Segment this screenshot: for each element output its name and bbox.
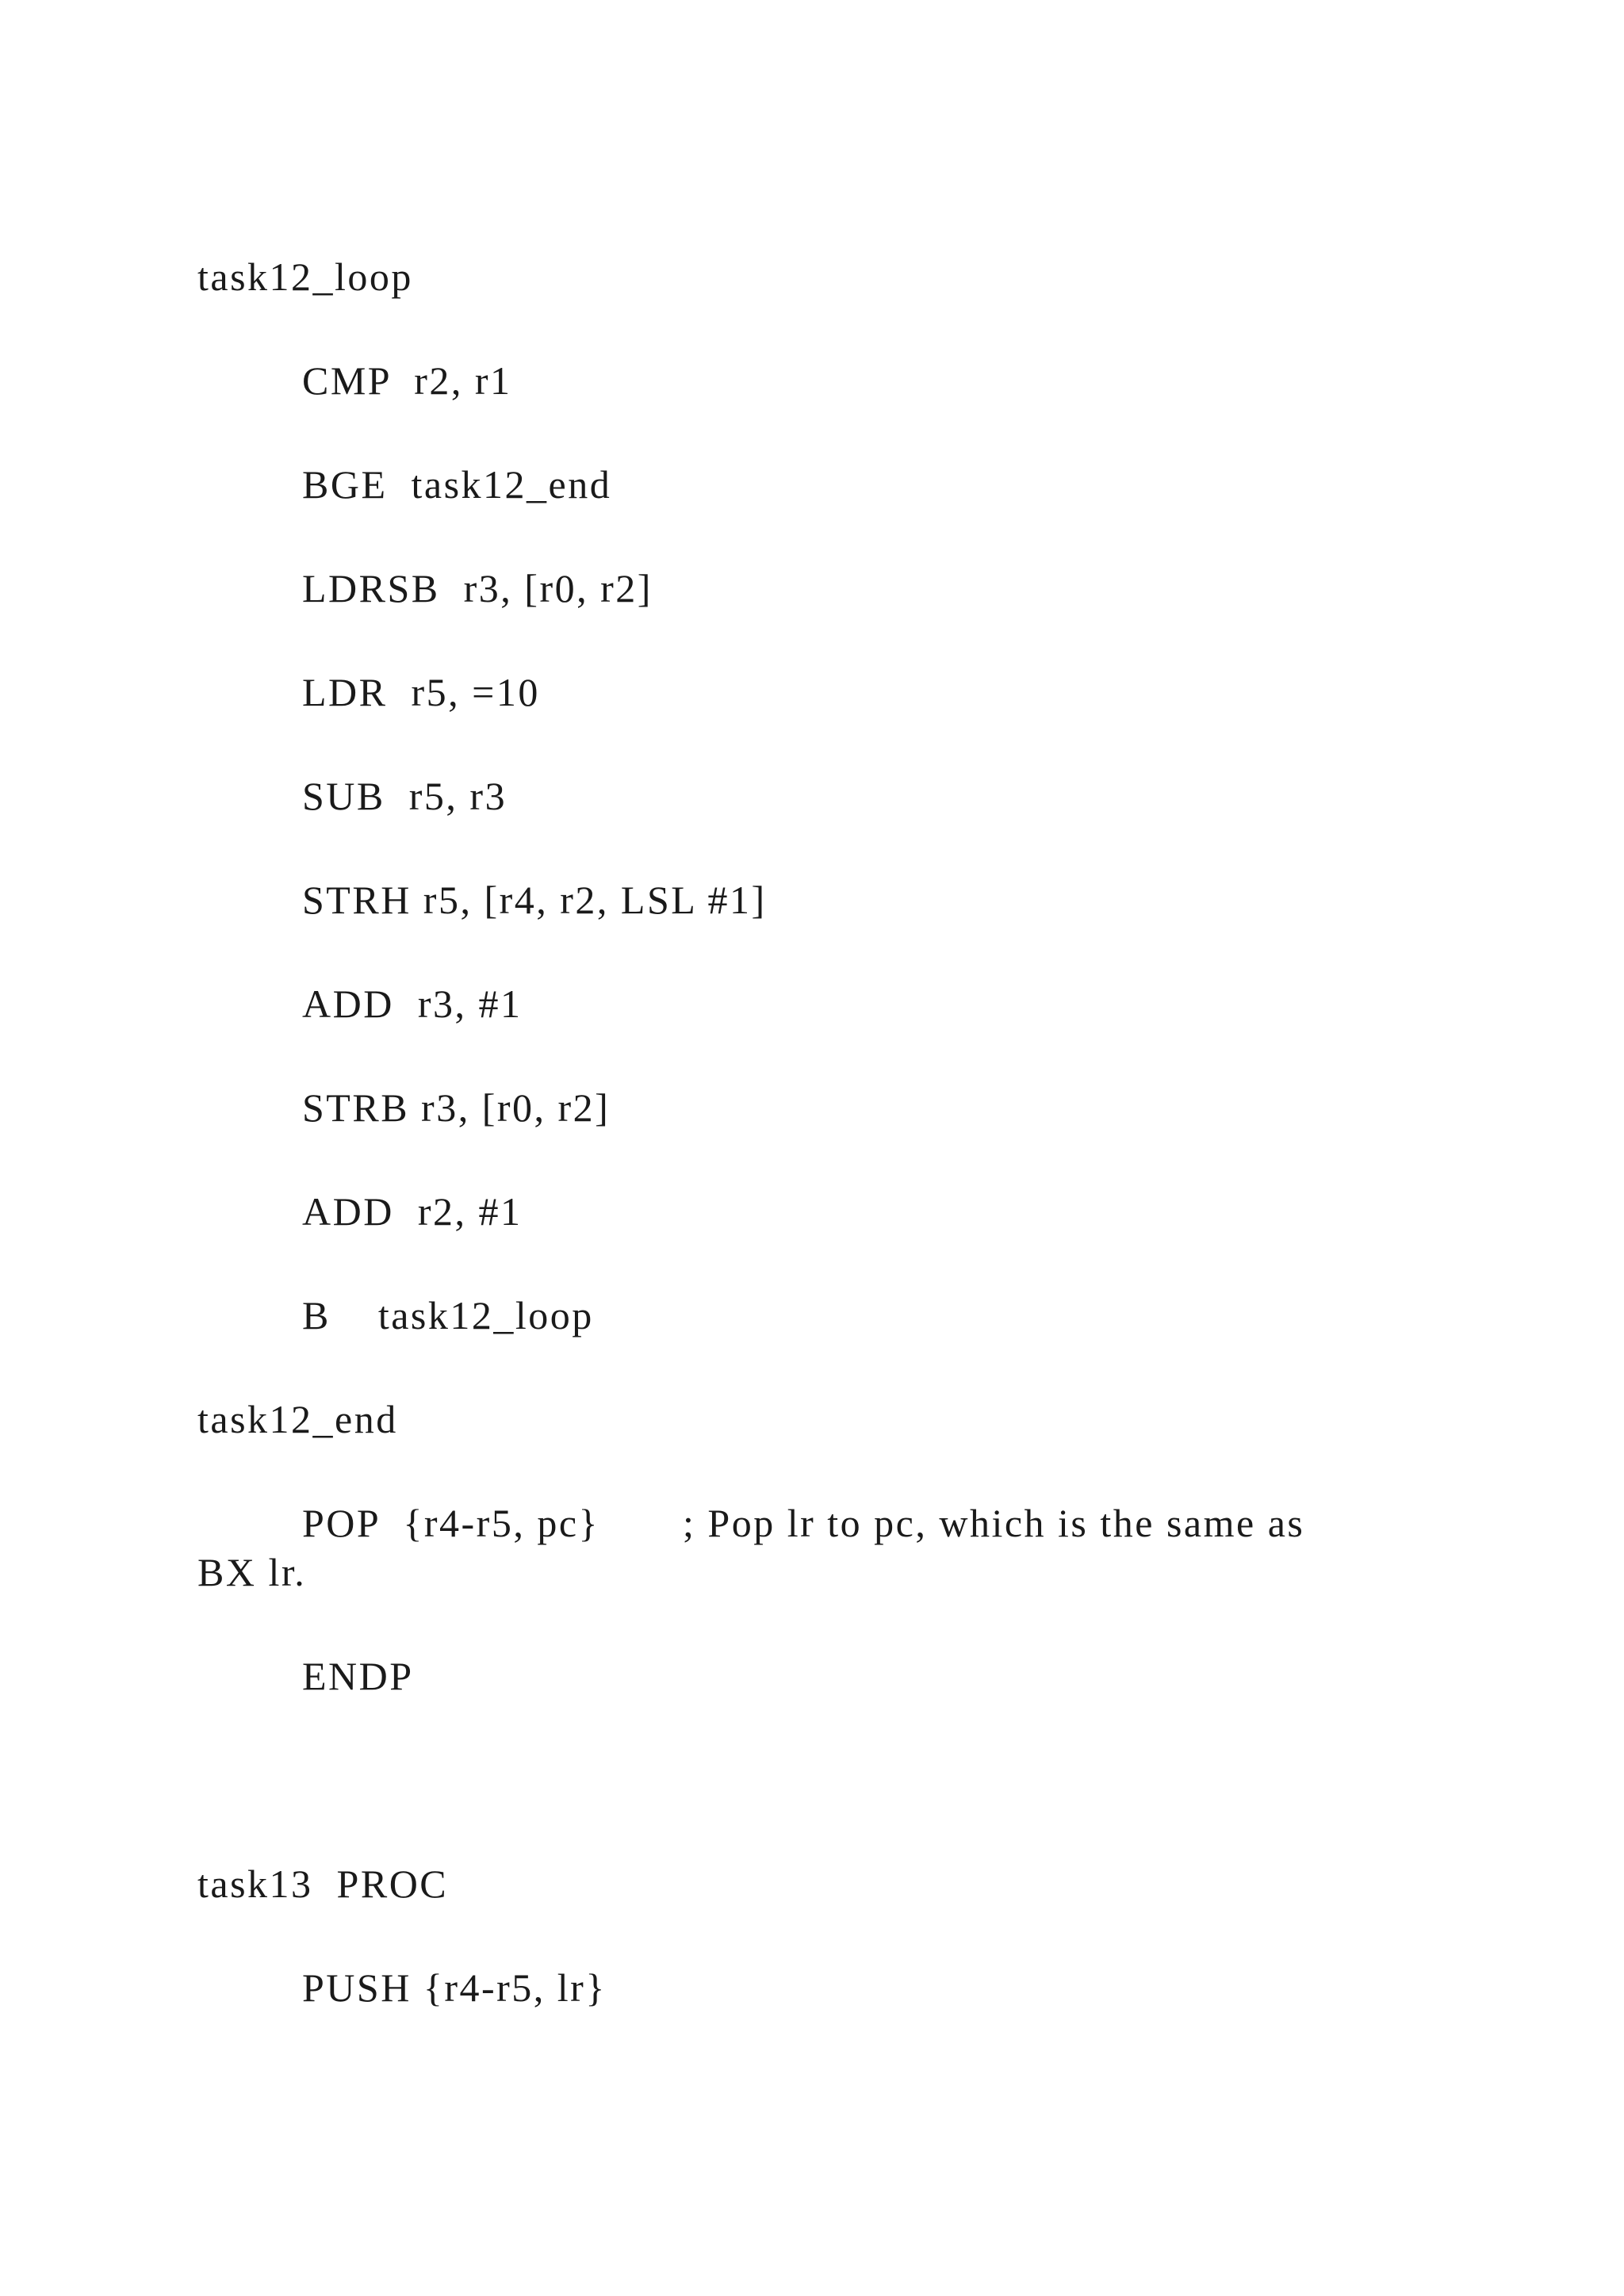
code-line-pop: POP {r4-r5, pc} ; Pop lr to pc, which is the same as bbox=[302, 1501, 1305, 1545]
code-line-push: PUSH {r4-r5, lr} bbox=[302, 1965, 607, 2010]
code-line-add-r2: ADD r2, #1 bbox=[302, 1189, 523, 1234]
code-line-pop-continuation: BX lr. bbox=[197, 1550, 307, 1594]
code-label-task12-loop: task12_loop bbox=[197, 254, 413, 299]
code-label-task13-proc: task13 PROC bbox=[197, 1862, 449, 1906]
code-line-ldr: LDR r5, =10 bbox=[302, 670, 540, 714]
code-line-add-r3: ADD r3, #1 bbox=[302, 982, 523, 1026]
code-line-branch: B task12_loop bbox=[302, 1293, 594, 1337]
code-line-strb: STRB r3, [r0, r2] bbox=[302, 1085, 611, 1130]
code-line-cmp: CMP r2, r1 bbox=[302, 358, 512, 403]
code-line-strh: STRH r5, [r4, r2, LSL #1] bbox=[302, 878, 767, 922]
code-line-sub: SUB r5, r3 bbox=[302, 774, 508, 818]
code-line-endp: ENDP bbox=[302, 1654, 414, 1698]
code-line-ldrsb: LDRSB r3, [r0, r2] bbox=[302, 566, 653, 610]
code-line-bge: BGE task12_end bbox=[302, 462, 612, 507]
code-label-task12-end: task12_end bbox=[197, 1397, 398, 1441]
